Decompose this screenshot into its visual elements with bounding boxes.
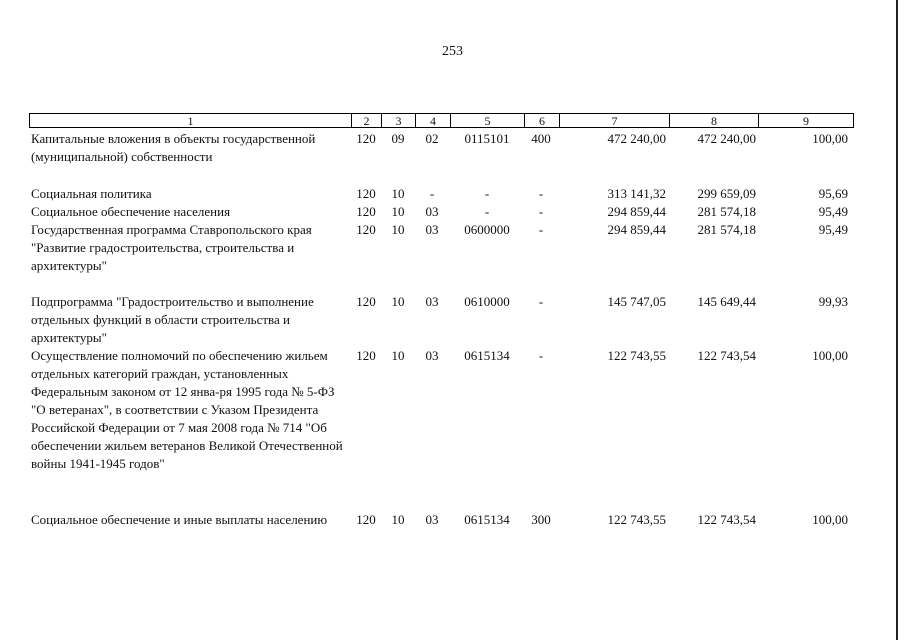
row-col7: 145 747,05	[607, 294, 666, 309]
row-col7: 313 141,32	[607, 186, 666, 201]
header-cell-2: 2	[351, 113, 381, 128]
row-col8: 145 649,44	[697, 294, 756, 309]
row-col9: 95,69	[818, 186, 848, 201]
row-col4: 03	[425, 204, 439, 219]
header-cell-8: 8	[669, 113, 758, 128]
row-col6: -	[538, 348, 544, 363]
row-col5: 0615134	[464, 512, 510, 527]
row-col2: 120	[356, 348, 376, 363]
row-col3: 10	[391, 294, 405, 309]
header-cell-4: 4	[415, 113, 450, 128]
row-col7: 294 859,44	[607, 204, 666, 219]
row-col9: 95,49	[818, 222, 848, 237]
row-col8: 472 240,00	[697, 131, 756, 146]
header-cell-5: 5	[450, 113, 524, 128]
row-col2: 120	[356, 186, 376, 201]
page-number: 253	[442, 44, 463, 59]
row-col4: 02	[425, 131, 439, 146]
row-col6: 400	[531, 131, 551, 146]
row-col2: 120	[356, 222, 376, 237]
header-cell-6: 6	[524, 113, 559, 128]
row-col5: -	[484, 186, 490, 201]
header-cell-7: 7	[559, 113, 669, 128]
row-col6: -	[538, 294, 544, 309]
row-col4: -	[429, 186, 435, 201]
row-col5: 0610000	[464, 294, 510, 309]
row-col7: 122 743,55	[607, 348, 666, 363]
row-col4: 03	[425, 222, 439, 237]
row-col2: 120	[356, 294, 376, 309]
row-name: Государственная программа Ставропольского края "Развитие градостроительства, строительства и архитектуры"	[31, 222, 312, 273]
row-col5: -	[484, 204, 490, 219]
row-col9: 99,93	[818, 294, 848, 309]
row-col3: 10	[391, 222, 405, 237]
row-col4: 03	[425, 294, 439, 309]
row-col6: -	[538, 186, 544, 201]
row-col3: 10	[391, 348, 405, 363]
row-col5: 0115101	[464, 131, 510, 146]
row-col3: 10	[391, 204, 405, 219]
row-col5: 0600000	[464, 222, 510, 237]
row-col5: 0615134	[464, 348, 510, 363]
row-col9: 100,00	[812, 348, 848, 363]
row-col4: 03	[425, 348, 439, 363]
row-name: Подпрограмма "Градостроительство и выполнение отдельных функций в области строительства и архитектуры"	[31, 294, 314, 345]
row-col3: 10	[391, 186, 405, 201]
row-name: Социальное обеспечение населения	[31, 204, 231, 219]
row-col3: 10	[391, 512, 405, 527]
row-col6: 300	[531, 512, 551, 527]
row-col8: 281 574,18	[697, 222, 756, 237]
row-name: Капитальные вложения в объекты государственной (муниципальной) собственности	[31, 131, 316, 164]
row-col8: 122 743,54	[697, 348, 756, 363]
row-col7: 122 743,55	[607, 512, 666, 527]
header-cell-3: 3	[381, 113, 415, 128]
row-col4: 03	[425, 512, 439, 527]
row-col6: -	[538, 222, 544, 237]
row-col9: 95,49	[818, 204, 848, 219]
row-name: Социальная политика	[31, 186, 152, 201]
row-col3: 09	[391, 131, 405, 146]
row-col8: 122 743,54	[697, 512, 756, 527]
row-col8: 281 574,18	[697, 204, 756, 219]
row-col2: 120	[356, 512, 376, 527]
row-col8: 299 659,09	[697, 186, 756, 201]
row-col7: 294 859,44	[607, 222, 666, 237]
row-col7: 472 240,00	[607, 131, 666, 146]
header-cell-1: 1	[29, 113, 351, 128]
row-col9: 100,00	[812, 512, 848, 527]
row-name: Социальное обеспечение и иные выплаты населению	[31, 512, 328, 527]
row-col2: 120	[356, 204, 376, 219]
row-col9: 100,00	[812, 131, 848, 146]
row-name: Осуществление полномочий по обеспечению жильем отдельных категорий граждан, установленных Федеральным законом от 12 янва-ря 1995 года № 5-ФЗ "О ветеранах", в соответствии с Указом Президента Российской Федерации от 7 мая 2008 года № 714 "Об обеспечении жильем ветеранов Великой Отечественной войны 1941-1945 годов"	[31, 348, 343, 471]
row-col6: -	[538, 204, 544, 219]
page-edge-rule	[896, 0, 898, 640]
row-col2: 120	[356, 131, 376, 146]
header-cell-9: 9	[758, 113, 854, 128]
